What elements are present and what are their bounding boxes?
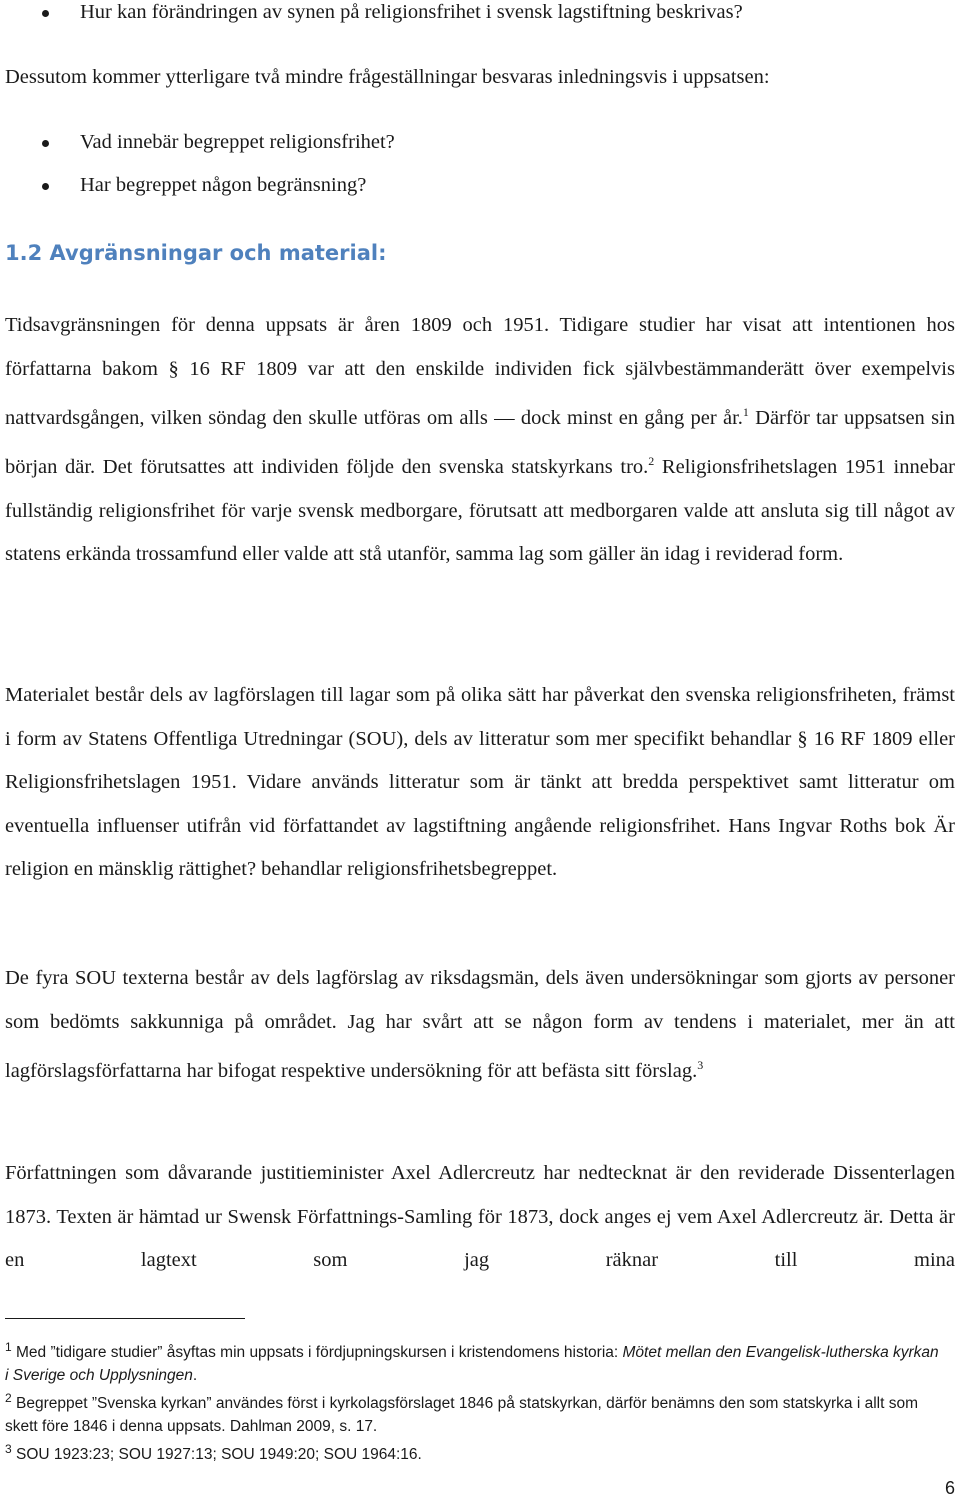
paragraph-material: Materialet består dels av lagförslagen till lagar som på olika sätt har påverkat den svenska religionsfriheten, främst i form av Statens Offentliga Utredningar (SOU), dels av litteratur som mer specifikt behandlar § 16 RF 1809 eller Religionsfrihetslagen 1951. Vidare används litteratur som är tänkt att bredda perspektivet samt litteratur om eventuella influenser utifrån vid författandet av lagstiftning angående religionsfrihet. Hans Ingvar Roths bok Är religion en mänsklig rättighet? behandlar religionsfrihetsbegreppet. xyxy=(5,684,955,880)
paragraph-statute: Författningen som dåvarande justitieminister Axel Adlercreutz har nedtecknat är den reviderade Dissenterlagen 1873. Texten är hämtad ur Swensk Författnings-Samling för 1873, dock anges ej vem Axel Adlercreutz är. Detta är en lagtext som jag räknar till mina xyxy=(5,1162,955,1271)
bullet-icon xyxy=(42,10,49,17)
bullet-item: Hur kan förändringen av synen på religionsfrihet i svensk lagstiftning beskrivas? xyxy=(80,1,743,23)
footnote-ref[interactable]: 3 xyxy=(697,1058,704,1072)
section-heading: 1.2 Avgränsningar och material: xyxy=(5,241,387,265)
bullet-icon xyxy=(42,183,49,190)
page-number: 6 xyxy=(944,1478,955,1498)
bullet-icon xyxy=(42,140,49,147)
bullet-item: Vad innebär begreppet religionsfrihet? xyxy=(80,131,395,153)
footnote-1: $^1$ Med ”tidigare studier” åsyftas min uppsats i fördjupningskursen i kristendomens historia: Mötet mellan den Evangelisk-lutherska kyrkan i Sverige och Upplysningen. xyxy=(5,1340,939,1385)
footnote-ref[interactable]: 2 xyxy=(648,454,655,469)
paragraph-scope: Tidsavgränsningen för denna uppsats är åren 1809 och 1951. Tidigare studier har visat att intentionen hos författarna bakom § 16 RF 1809 var att den enskilde individen fick självbestämmanderätt över exempelvis nattvardsgången, vilken söndag den skulle utföras om alls — dock minst en gång per år.$^1$ Därför tar uppsatsen sin början där. Det förutsattes att individen följde den svenska statskyrkans tro.$^2$ Religionsfrihetslagen 1951 innebar fullständig religionsfrihet för varje svensk medborgare, förutsatt att medborgaren valde att ansluta sig till något av statens erkända trossamfund eller valde att stå utanför, samma lag som gäller än idag i reviderad form. xyxy=(5,314,955,566)
bullet-item: Har begreppet någon begränsning? xyxy=(80,174,367,196)
footnote-separator xyxy=(5,1318,245,1319)
cited-title: Mötet mellan den Evangelisk-lutherska kyrkan i Sverige och Upplysningen xyxy=(5,1344,939,1385)
footnote-3: $^3$ SOU 1923:23; SOU 1927:13; SOU 1949:20; SOU 1964:16. xyxy=(5,1442,422,1464)
paragraph-sou: De fyra SOU texterna består av dels lagförslag av riksdagsmän, dels även undersökningar som gjorts av personer som bedömts sakkunniga på området. Jag har svårt att se någon form av tendens i materialet, mer än att lagförslagsförfattarna har bifogat respektive undersökning för att befästa sitt förslag.$^3$ xyxy=(5,967,955,1082)
intro-line: Dessutom kommer ytterligare två mindre frågeställningar besvaras inledningsvis i uppsatsen: xyxy=(5,66,770,88)
footnote-2: $^2$ Begreppet ”Svenska kyrkan” användes först i kyrkolagsförslaget 1846 på statskyrkan, därför benämns den som statskyrka i allt som skett före 1846 i denna uppsats. Dahlman 2009, s. 17. xyxy=(5,1391,918,1436)
footnote-ref[interactable]: 1 xyxy=(742,405,749,419)
